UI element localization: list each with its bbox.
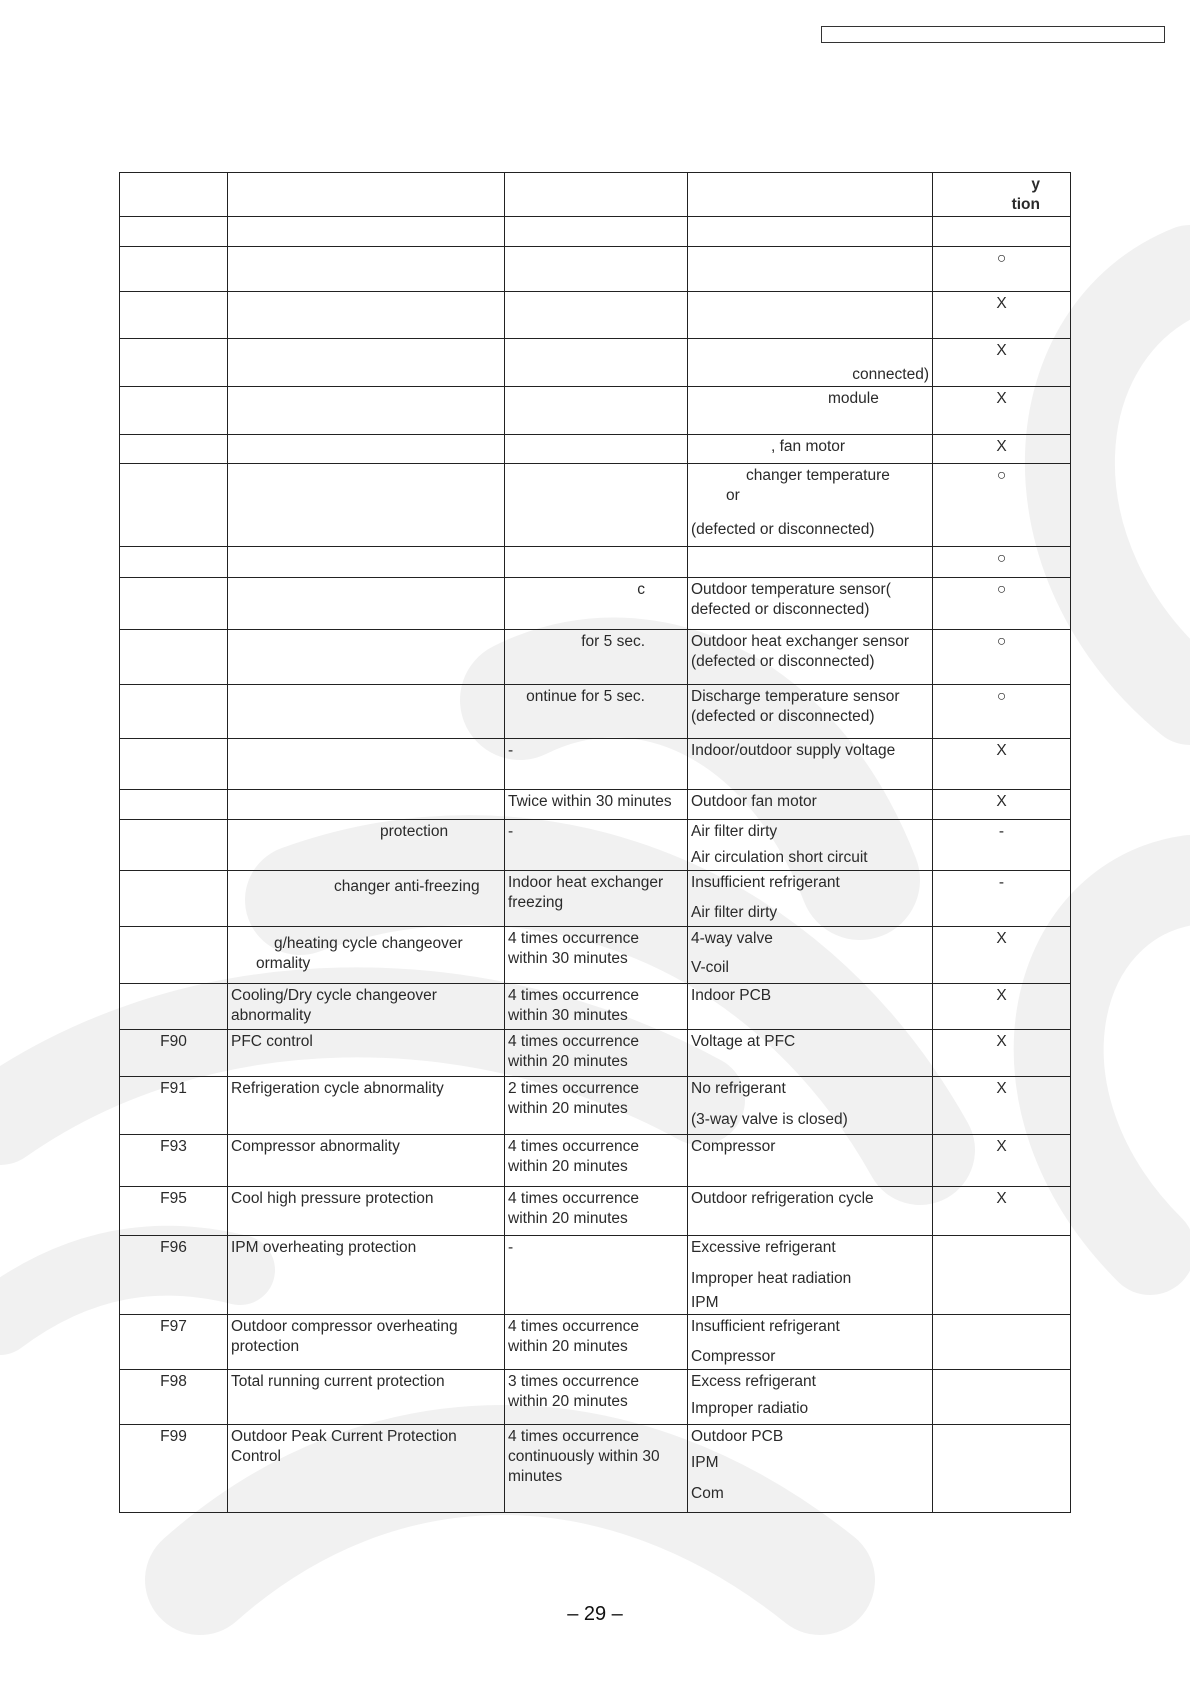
code-cell: F90 (120, 1030, 228, 1077)
name-cell (228, 790, 505, 820)
indication-cell (933, 1370, 1071, 1425)
cause-line: (3-way valve is closed) (691, 1111, 848, 1128)
table-row (120, 217, 1071, 247)
name-cell (228, 547, 505, 578)
table-row (120, 247, 1071, 292)
cause-cell (688, 247, 933, 292)
judgement-cell: ontinue for 5 sec. (505, 685, 688, 739)
name-cell: Cooling/Dry cycle changeover abnormality (228, 984, 505, 1030)
judgement-cell: 4 times occurrence within 20 minutes (505, 1315, 688, 1370)
cause-cell: module (688, 387, 933, 435)
judgement-cell: 4 times occurrence within 20 minutes (505, 1030, 688, 1077)
table-row (120, 1370, 1071, 1425)
cause-cell (688, 927, 933, 984)
judgement-cell (505, 292, 688, 339)
indication-cell (933, 1315, 1071, 1370)
header-name (228, 173, 505, 217)
indication-cell: - (933, 871, 1071, 927)
name-cell: IPM overheating protection (228, 1236, 505, 1315)
cause-cell (688, 464, 933, 547)
cause-cell (688, 1077, 933, 1135)
code-cell: F99 (120, 1425, 228, 1513)
code-cell (120, 927, 228, 984)
judgement-cell: 4 times occurrence within 20 minutes (505, 1187, 688, 1236)
table-row (120, 339, 1071, 387)
code-cell (120, 685, 228, 739)
cause-line: Air filter dirty (691, 823, 778, 840)
name-cell: Outdoor Peak Current Protection Control (228, 1425, 505, 1513)
cause-line: Excess refrigerant (691, 1373, 816, 1390)
indication-cell (933, 217, 1071, 247)
cause-cell (688, 292, 933, 339)
indication-cell: X (933, 435, 1071, 464)
table-row (120, 927, 1071, 984)
name-cell (228, 387, 505, 435)
indication-cell (933, 1236, 1071, 1315)
cause-cell (688, 217, 933, 247)
cause-cell: Outdoor heat exchanger sensor (defected or disconnected) (688, 630, 933, 685)
header-cause (688, 173, 933, 217)
cause-line: Improper heat radiation (691, 1270, 852, 1287)
code-cell: F93 (120, 1135, 228, 1187)
cause-line: No refrigerant (691, 1080, 786, 1097)
cause-cell (688, 1315, 933, 1370)
cause-line: V-coil (691, 959, 729, 976)
code-cell (120, 630, 228, 685)
indication-cell: X (933, 292, 1071, 339)
cause-cell: Indoor PCB (688, 984, 933, 1030)
judgement-cell: 4 times occurrence continuously within 30 minutes (505, 1425, 688, 1513)
cause-cell: connected) (688, 339, 933, 387)
cause-cell: Outdoor temperature sensor( defected or disconnected) (688, 578, 933, 630)
table-row (120, 292, 1071, 339)
cause-line: IPM (691, 1294, 719, 1311)
name-cell (228, 435, 505, 464)
table-row (120, 739, 1071, 790)
table-row (120, 685, 1071, 739)
name-cell (228, 247, 505, 292)
table-row (120, 1030, 1071, 1077)
indication-cell: X (933, 1030, 1071, 1077)
indication-cell: ○ (933, 247, 1071, 292)
indication-cell: ○ (933, 685, 1071, 739)
indication-cell: X (933, 927, 1071, 984)
header-title-box (821, 26, 1165, 43)
table-row (120, 1077, 1071, 1135)
header-indication: y tion (933, 173, 1071, 217)
cause-cell: Indoor/outdoor supply voltage (688, 739, 933, 790)
indication-cell: ○ (933, 578, 1071, 630)
name-cell (228, 578, 505, 630)
table-row (120, 1315, 1071, 1370)
indication-cell: X (933, 790, 1071, 820)
cause-cell: Outdoor fan motor (688, 790, 933, 820)
cause-line: Air circulation short circuit (691, 849, 868, 866)
name-cell: Refrigeration cycle abnormality (228, 1077, 505, 1135)
cause-line: Insufficient refrigerant (691, 1318, 840, 1335)
code-cell: F98 (120, 1370, 228, 1425)
code-cell (120, 217, 228, 247)
table-row (120, 1236, 1071, 1315)
name-cell: protection (228, 820, 505, 871)
judgement-cell (505, 339, 688, 387)
indication-cell: X (933, 739, 1071, 790)
cause-cell: Compressor (688, 1135, 933, 1187)
code-cell (120, 464, 228, 547)
name-cell: Compressor abnormality (228, 1135, 505, 1187)
judgement-cell: Indoor heat exchanger freezing (505, 871, 688, 927)
table-row (120, 464, 1071, 547)
indication-cell: X (933, 1187, 1071, 1236)
judgement-cell: 2 times occurrence within 20 minutes (505, 1077, 688, 1135)
cause-line: (defected or disconnected) (691, 521, 875, 538)
code-cell (120, 871, 228, 927)
table-row (120, 1187, 1071, 1236)
table-row (120, 578, 1071, 630)
cause-line: Excessive refrigerant (691, 1239, 836, 1256)
cause-cell: Discharge temperature sensor (defected or disconnected) (688, 685, 933, 739)
judgement-cell (505, 435, 688, 464)
judgement-cell (505, 217, 688, 247)
cause-cell (688, 1425, 933, 1513)
cause-cell: , fan motor (688, 435, 933, 464)
cause-cell (688, 547, 933, 578)
indication-cell: X (933, 984, 1071, 1030)
cause-cell (688, 820, 933, 871)
table-row (120, 790, 1071, 820)
name-cell: g/heating cycle changeover ormality (228, 927, 505, 984)
code-cell (120, 820, 228, 871)
judgement-cell: - (505, 820, 688, 871)
name-cell: changer anti-freezing (228, 871, 505, 927)
judgement-cell (505, 247, 688, 292)
judgement-cell: 4 times occurrence within 20 minutes (505, 1135, 688, 1187)
judgement-cell: 4 times occurrence within 30 minutes (505, 984, 688, 1030)
indication-cell (933, 1425, 1071, 1513)
name-cell: Outdoor compressor overheating protection (228, 1315, 505, 1370)
indication-cell: X (933, 387, 1071, 435)
name-cell (228, 464, 505, 547)
name-cell (228, 739, 505, 790)
cause-cell (688, 1236, 933, 1315)
code-cell (120, 247, 228, 292)
header-judgement (505, 173, 688, 217)
table-row (120, 820, 1071, 871)
code-cell (120, 790, 228, 820)
judgement-cell (505, 464, 688, 547)
indication-cell: ○ (933, 630, 1071, 685)
name-cell (228, 217, 505, 247)
cause-cell: Voltage at PFC (688, 1030, 933, 1077)
page-number: – 29 – (567, 1603, 623, 1625)
code-cell: F96 (120, 1236, 228, 1315)
cause-line: Com (691, 1485, 724, 1502)
cause-line: Improper radiatio (691, 1400, 809, 1417)
indication-cell: X (933, 1077, 1071, 1135)
code-cell (120, 984, 228, 1030)
indication-cell: ○ (933, 464, 1071, 547)
judgement-cell: 4 times occurrence within 30 minutes (505, 927, 688, 984)
code-cell (120, 292, 228, 339)
cause-cell (688, 1370, 933, 1425)
cause-line: Outdoor PCB (691, 1428, 784, 1445)
cause-line: changer temperature (746, 467, 890, 484)
cause-line: 4-way valve (691, 930, 773, 947)
judgement-cell: - (505, 1236, 688, 1315)
cause-line: Insufficient refrigerant (691, 874, 840, 891)
cause-line: or (726, 487, 740, 504)
indication-cell: ○ (933, 547, 1071, 578)
cause-line: IPM (691, 1454, 719, 1471)
cause-line: Air filter dirty (691, 904, 778, 921)
code-cell: F91 (120, 1077, 228, 1135)
code-cell (120, 578, 228, 630)
table-row (120, 1135, 1071, 1187)
name-cell (228, 685, 505, 739)
judgement-cell (505, 547, 688, 578)
name-cell: PFC control (228, 1030, 505, 1077)
header-code (120, 173, 228, 217)
code-cell (120, 739, 228, 790)
code-cell (120, 435, 228, 464)
name-cell (228, 292, 505, 339)
judgement-cell: Twice within 30 minutes (505, 790, 688, 820)
code-cell (120, 547, 228, 578)
cause-line: Compressor (691, 1348, 776, 1365)
table-header-row (120, 173, 1071, 217)
cause-cell (688, 871, 933, 927)
code-cell: F95 (120, 1187, 228, 1236)
table-row (120, 435, 1071, 464)
judgement-cell (505, 387, 688, 435)
indication-cell: - (933, 820, 1071, 871)
table-row (120, 871, 1071, 927)
table-row (120, 387, 1071, 435)
table-row (120, 1425, 1071, 1513)
name-cell (228, 630, 505, 685)
cause-cell: Outdoor refrigeration cycle (688, 1187, 933, 1236)
indication-cell: X (933, 1135, 1071, 1187)
name-cell (228, 339, 505, 387)
judgement-cell: 3 times occurrence within 20 minutes (505, 1370, 688, 1425)
judgement-cell: - (505, 739, 688, 790)
code-cell (120, 339, 228, 387)
judgement-cell: for 5 sec. (505, 630, 688, 685)
table-row (120, 547, 1071, 578)
error-code-table (119, 172, 1071, 1513)
indication-cell: X (933, 339, 1071, 387)
judgement-cell: c (505, 578, 688, 630)
name-cell: Cool high pressure protection (228, 1187, 505, 1236)
table-row (120, 984, 1071, 1030)
code-cell (120, 387, 228, 435)
name-cell: Total running current protection (228, 1370, 505, 1425)
table-row (120, 630, 1071, 685)
code-cell: F97 (120, 1315, 228, 1370)
